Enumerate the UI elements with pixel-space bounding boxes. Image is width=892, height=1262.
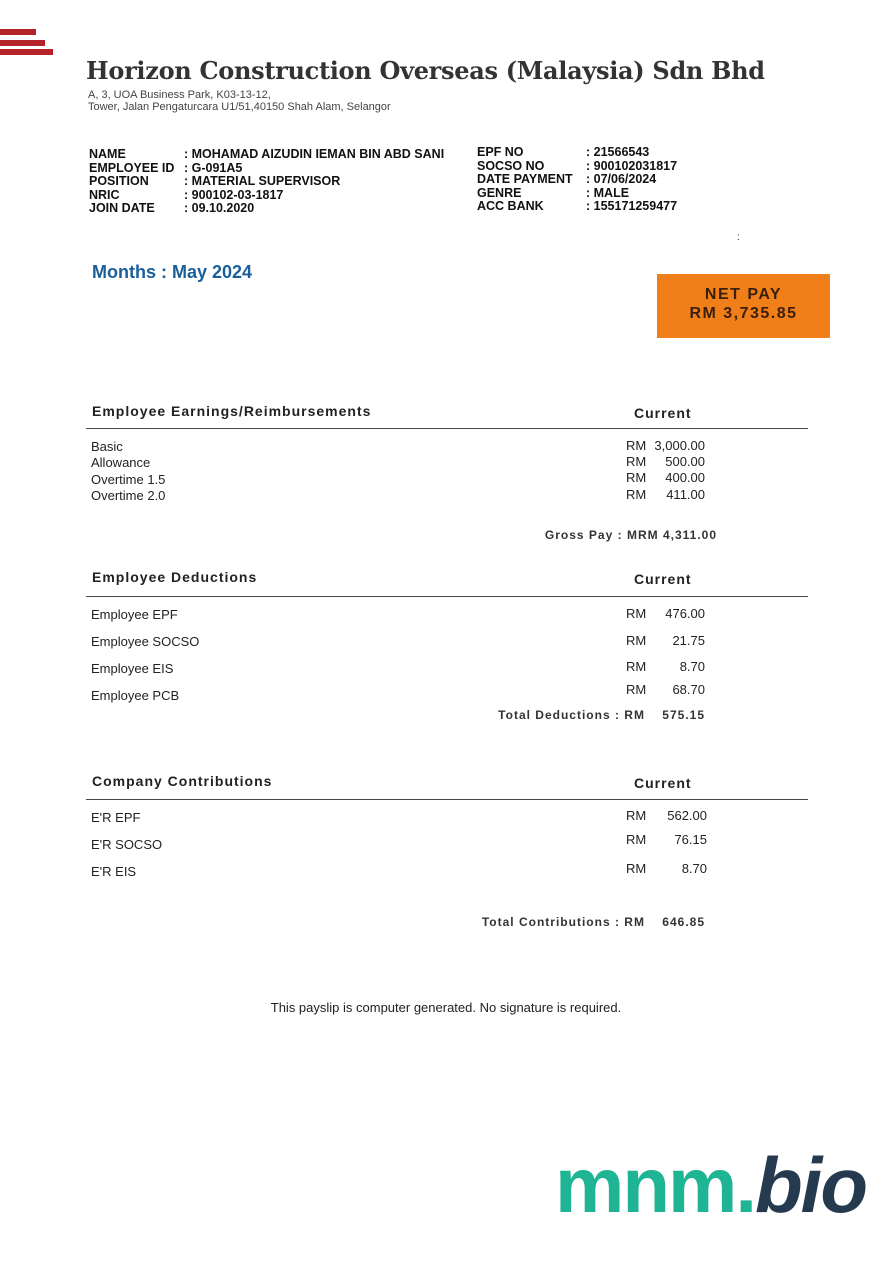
contributions-item-amount: 562.00 bbox=[667, 808, 707, 823]
info-label: NRIC bbox=[89, 187, 120, 202]
info-value: : 900102031817 bbox=[586, 158, 678, 173]
earnings-total-value: MRM 4,311.00 bbox=[626, 528, 717, 542]
contributions-total bbox=[482, 915, 705, 929]
watermark-logo bbox=[555, 1140, 866, 1231]
earnings-item-amount: 500.00 bbox=[665, 454, 705, 469]
stray-colon: : bbox=[737, 232, 740, 243]
info-value: : 09.10.2020 bbox=[184, 201, 255, 215]
info-label: DATE PAYMENT bbox=[477, 172, 573, 186]
deductions-item-label: Employee EIS bbox=[91, 661, 174, 676]
contributions-title: Company Contributions bbox=[92, 773, 273, 789]
info-row bbox=[89, 189, 469, 203]
info-label: EPF NO bbox=[477, 145, 524, 159]
info-label: POSITION bbox=[89, 174, 149, 188]
info-value: : 155171259477 bbox=[586, 199, 678, 213]
deductions-item-amount: 68.70 bbox=[672, 682, 705, 697]
info-row bbox=[89, 148, 469, 162]
info-value: : MALE bbox=[586, 185, 630, 200]
info-label: JOIN DATE bbox=[89, 201, 155, 215]
info-row bbox=[477, 187, 737, 201]
contributions-item-currency: RM bbox=[626, 861, 647, 876]
pay-month: Months : May 2024 bbox=[92, 262, 253, 282]
deductions-item-amount: 21.75 bbox=[672, 633, 705, 648]
earnings-item-currency: RM bbox=[626, 470, 647, 485]
info-label: NAME bbox=[89, 147, 126, 161]
earnings-item-amount: 411.00 bbox=[666, 487, 705, 502]
earnings-item-currency: RM bbox=[626, 487, 647, 502]
info-row bbox=[477, 200, 737, 214]
contributions-item-amount: 8.70 bbox=[681, 861, 707, 876]
logo-bar bbox=[0, 29, 36, 35]
net-pay-label: NET PAY bbox=[704, 286, 783, 303]
employee-info-left bbox=[89, 148, 469, 216]
divider bbox=[86, 596, 808, 597]
footer-note: This payslip is computer generated. No signature is required. bbox=[270, 1000, 622, 1015]
info-label: GENRE bbox=[477, 185, 522, 200]
contributions-item-currency: RM bbox=[626, 832, 647, 847]
net-pay-value: RM 3,735.85 bbox=[689, 305, 798, 322]
contributions-total-label: Total Contributions : bbox=[481, 915, 620, 929]
earnings-total bbox=[545, 528, 717, 542]
watermark-part: mnm. bbox=[555, 1141, 756, 1229]
deductions-item-label: Employee EPF bbox=[91, 607, 178, 622]
info-label: SOCSO NO bbox=[477, 158, 545, 173]
deductions-item-label: Employee SOCSO bbox=[91, 634, 200, 649]
contributions-item-label: E'R EPF bbox=[91, 810, 141, 825]
earnings-item-label: Basic bbox=[91, 439, 123, 454]
earnings-total-label: Gross Pay : bbox=[544, 528, 623, 542]
deductions-item-currency: RM bbox=[626, 659, 647, 674]
deductions-total-label: Total Deductions : bbox=[498, 708, 620, 722]
deductions-item-currency: RM bbox=[626, 606, 647, 621]
contributions-item-label: E'R EIS bbox=[91, 864, 137, 879]
info-row bbox=[89, 202, 469, 216]
info-row bbox=[477, 146, 737, 160]
deductions-total bbox=[498, 708, 705, 722]
net-pay-box bbox=[657, 274, 830, 338]
logo-bar bbox=[0, 49, 53, 55]
info-row bbox=[89, 162, 469, 176]
deductions-item-currency: RM bbox=[626, 633, 647, 648]
contributions-item-currency: RM bbox=[626, 808, 647, 823]
info-value: : MOHAMAD AIZUDIN IEMAN BIN ABD SANI bbox=[184, 147, 445, 161]
employee-info-right bbox=[477, 146, 737, 214]
earnings-title: Employee Earnings/Reimbursements bbox=[92, 403, 372, 419]
info-row bbox=[477, 160, 737, 174]
contributions-item-label: E'R SOCSO bbox=[91, 837, 163, 852]
earnings-current-header: Current bbox=[634, 405, 692, 421]
deductions-current-header: Current bbox=[634, 571, 692, 587]
earnings-item-label: Overtime 2.0 bbox=[91, 488, 166, 503]
watermark-part: bio bbox=[755, 1141, 866, 1229]
earnings-item-currency: RM bbox=[626, 438, 647, 453]
deductions-title: Employee Deductions bbox=[92, 569, 258, 585]
info-row bbox=[477, 173, 737, 187]
address-line: A, 3, UOA Business Park, K03-13-12, bbox=[88, 89, 271, 101]
deductions-item-amount: 8.70 bbox=[679, 659, 705, 674]
deductions-item-currency: RM bbox=[626, 682, 647, 697]
info-label: ACC BANK bbox=[477, 199, 544, 213]
deductions-item-label: Employee PCB bbox=[91, 688, 180, 703]
company-address bbox=[88, 89, 391, 113]
logo-bar bbox=[0, 40, 45, 46]
earnings-item-amount: 3,000.00 bbox=[654, 438, 705, 453]
deductions-item-amount: 476.00 bbox=[665, 606, 705, 621]
info-label: EMPLOYEE ID bbox=[89, 160, 175, 175]
contributions-item-amount: 76.15 bbox=[674, 832, 707, 847]
address-line: Tower, Jalan Pengaturcara U1/51,40150 Shah Alam, Selangor bbox=[88, 101, 391, 113]
info-value: : 07/06/2024 bbox=[586, 172, 657, 186]
deductions-total-value: RM 575.15 bbox=[624, 708, 705, 722]
earnings-item-currency: RM bbox=[626, 454, 647, 469]
divider bbox=[86, 799, 808, 800]
company-name: Horizon Construction Overseas (Malaysia) Sdn Bhd bbox=[86, 56, 765, 85]
info-row bbox=[89, 175, 469, 189]
info-value: : G-091A5 bbox=[184, 160, 243, 175]
earnings-item-label: Overtime 1.5 bbox=[91, 472, 166, 487]
earnings-item-amount: 400.00 bbox=[665, 470, 705, 485]
info-value: : 900102-03-1817 bbox=[184, 187, 284, 202]
info-value: : MATERIAL SUPERVISOR bbox=[184, 174, 341, 188]
info-value: : 21566543 bbox=[586, 145, 650, 159]
contributions-current-header: Current bbox=[634, 775, 692, 791]
divider bbox=[86, 428, 808, 429]
contributions-total-value: RM 646.85 bbox=[624, 915, 705, 929]
earnings-item-label: Allowance bbox=[91, 455, 151, 470]
